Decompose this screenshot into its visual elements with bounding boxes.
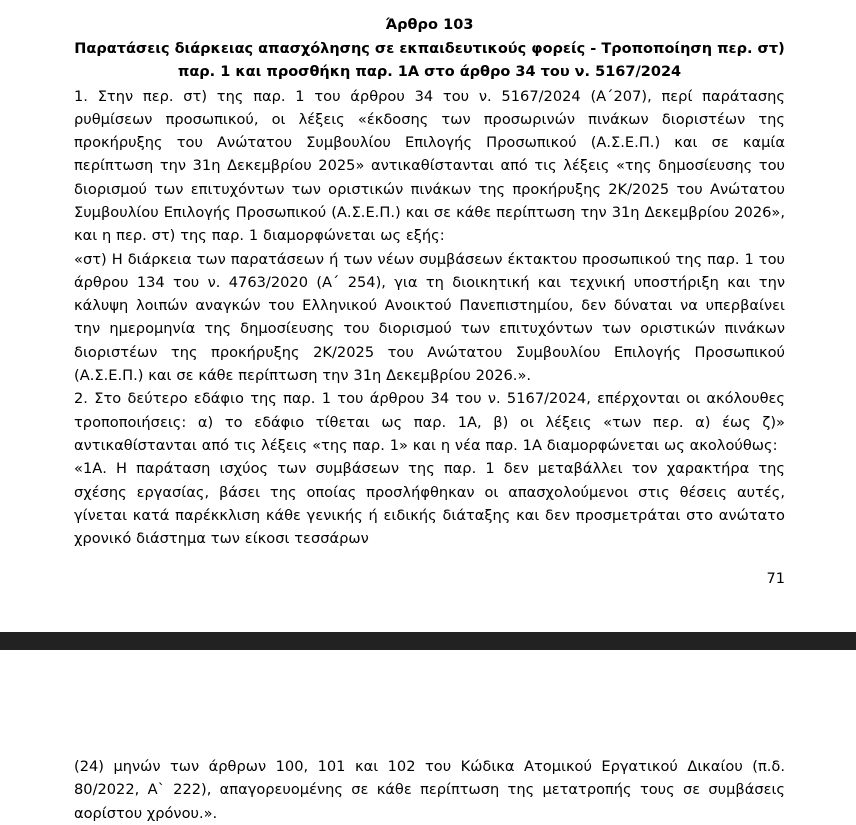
continuation-paragraph: (24) μηνών των άρθρων 100, 101 και 102 του Κώδικα Ατομικού Εργατικού Δικαίου (π.δ. 80/2022, Α` 222), απαγορευομένης σε κάθε περίπτωση της μετατροπής τους σε συμβάσεις αορίστου χρόνου.». — [74, 758, 785, 822]
document-page-two — [0, 650, 856, 822]
page-number: 71 — [766, 571, 785, 587]
article-heading: Άρθρο 103 — [385, 17, 474, 33]
article-subtitle — [74, 38, 785, 85]
article-subtitle-line-1: Παρατάσεις διάρκειας απασχόλησης σε εκπαιδευτικούς φορείς - Τροποποίηση περ. στ) παρ. 1 και — [74, 40, 785, 80]
paragraph-3: 2. Στο δεύτερο εδάφιο της παρ. 1 του άρθρου 34 του ν. 5167/2024, επέρχονται οι ακόλουθες τροποποιήσεις: α) το εδάφιο τίθεται ως παρ. 1Α, β) οι λέξεις «των περ. α) έως ζ)» αντικαθίστανται από τις λέξεις «της παρ. 1» και η νέα παρ. 1Α διαμορφώνεται ως ακολούθως: — [74, 390, 785, 454]
page-divider — [0, 632, 856, 650]
article-subtitle-line-2: προσθήκη παρ. 1Α στο άρθρο 34 του ν. 5167/2024 — [266, 64, 682, 80]
paragraph-2-quoted-st: «στ) Η διάρκεια των παρατάσεων ή των νέων συμβάσεων έκτακτου προσωπικού της παρ. 1 του άρθρου 134 του ν. 4763/2020 (Α΄ 254), για τη διοικητική και τεχνική υποστήριξη και την κάλυψη λοιπών αναγκών του Ελληνικού Ανοικτού Πανεπιστημίου, δεν δύναται να υπερβαίνει την ημερομηνία της δημοσίευσης του διορισμού των επιτυχόντων των οριστικών πινάκων διοριστέων της προκήρυξης 2Κ/2025 του Ανώτατου Συμβουλίου Επιλογής Προσωπικού (Α.Σ.Ε.Π.) και σε κάθε περίπτωση την 31η Δεκεμβρίου 2026.». — [74, 250, 785, 385]
page-title — [74, 14, 785, 38]
paragraph-1: 1. Στην περ. στ) της παρ. 1 του άρθρου 34 του ν. 5167/2024 (Α΄207), περί παράτασης ρυθμίσεων προσωπικού, οι λέξεις «έκδοσης των προσωρινών πινάκων διοριστέων της προκήρυξης του Ανώτατου Συμβουλίου Επιλογής Προσωπικού (Α.Σ.Ε.Π.) και σε καμία περίπτωση την 31η Δεκεμβρίου 2025» αντικαθίστανται από τις λέξεις «της δημοσίευσης του διορισμού των επιτυχόντων των οριστικών πινάκων της προκήρυξης 2Κ/2025 του Ανώτατου Συμβουλίου Επιλογής Προσωπικού (Α.Σ.Ε.Π.) και σε κάθε περίπτωση την 31η Δεκεμβρίου 2026», και η περ. στ) της παρ. 1 διαμορφώνεται ως εξής: — [74, 87, 785, 245]
paragraph-4-quoted-1a: «1Α. Η παράταση ισχύος των συμβάσεων της παρ. 1 δεν μεταβάλλει τον χαρακτήρα της σχέσης εργασίας, βάσει της οποίας προσλήφθηκαν οι απασχολούμενοι στις θέσεις αυτές, γίνεται κατά παρέκκλιση κάθε γενικής ή ειδικής διάταξης και δεν προσμετράται στο ανώτατο χρονικό διάστημα των είκοσι τεσσάρων — [74, 460, 785, 548]
